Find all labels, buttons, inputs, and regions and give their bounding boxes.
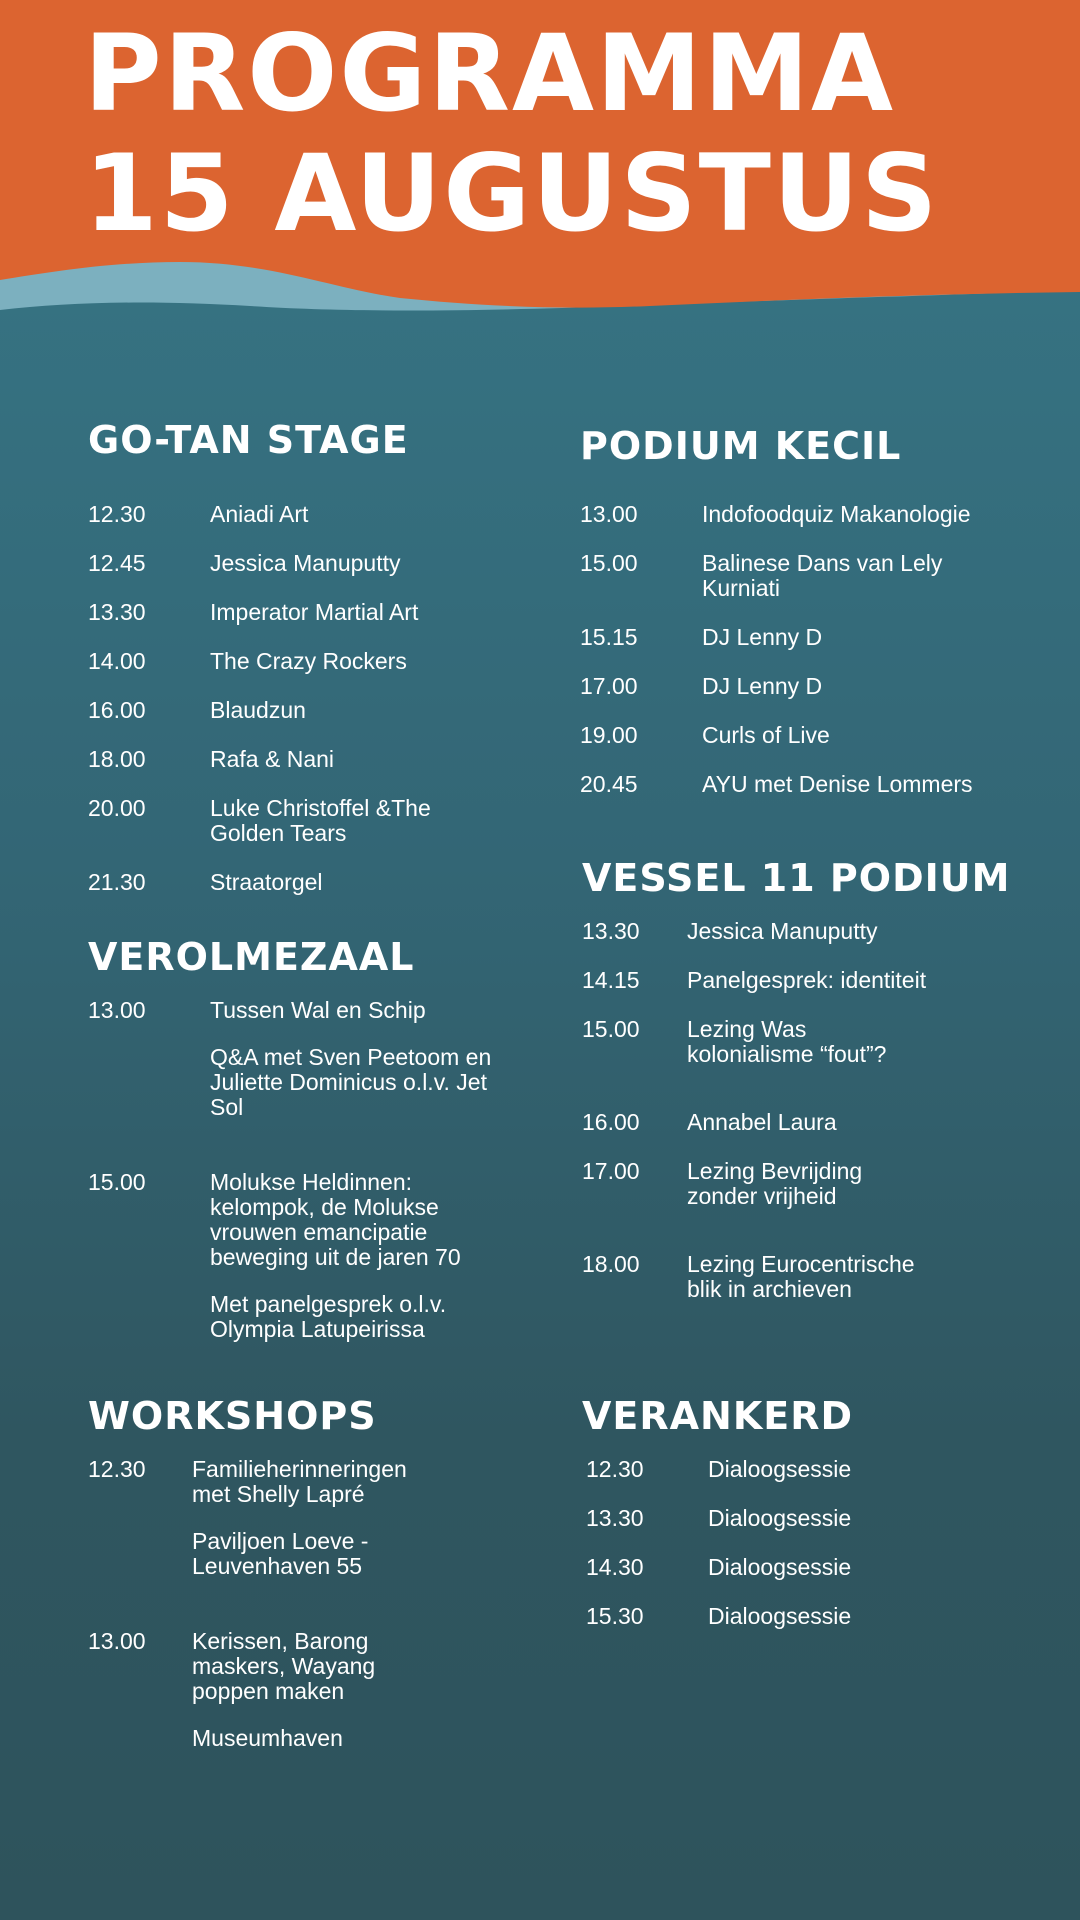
- act: [192, 1629, 412, 1751]
- act-location: Museumhaven: [192, 1725, 343, 1751]
- act-text: Lezing Eurocentrische blik in archieven: [687, 1251, 915, 1302]
- time: 13.00: [88, 997, 146, 1023]
- act-text: Straatorgel: [210, 869, 323, 895]
- act-text: Familieherinneringen met Shelly Lapré: [192, 1456, 407, 1507]
- schedule-row: [580, 772, 1040, 797]
- act-text: AYU met Denise Lommers: [702, 771, 973, 797]
- act-text: Dialoogsessie: [708, 1603, 852, 1629]
- section-title: VERANKERD: [582, 1394, 854, 1438]
- act: [210, 870, 470, 895]
- time: 12.45: [88, 550, 146, 576]
- act-text: Kerissen, Barong maskers, Wayang poppen maken: [192, 1628, 376, 1704]
- time: 13.30: [586, 1505, 644, 1531]
- act: [687, 1110, 967, 1135]
- act: [210, 998, 515, 1120]
- time: 17.00: [580, 673, 638, 699]
- schedule-row: [88, 698, 528, 723]
- act-text: Imperator Martial Art: [210, 599, 419, 625]
- act: [708, 1555, 958, 1580]
- schedule-row: [582, 1110, 1042, 1135]
- time: 13.30: [582, 918, 640, 944]
- schedule-row: [88, 1629, 528, 1751]
- time: 13.00: [88, 1628, 146, 1654]
- act-text: Curls of Live: [702, 722, 830, 748]
- time: 12.30: [88, 1456, 146, 1482]
- time: 12.30: [586, 1456, 644, 1482]
- section-podium-kecil: [580, 424, 1040, 797]
- time: 13.30: [88, 599, 146, 625]
- act: [687, 1252, 937, 1302]
- schedule-row: [88, 649, 528, 674]
- section-title: VEROLMEZAAL: [88, 935, 415, 979]
- time: 21.30: [88, 869, 146, 895]
- act-text: Indofoodquiz Makanologie: [702, 501, 971, 527]
- schedule-row: [582, 1159, 1042, 1209]
- act-text: The Crazy Rockers: [210, 648, 407, 674]
- act-text: Rafa & Nani: [210, 746, 335, 772]
- schedule-row: [582, 1555, 1042, 1580]
- time: 15.00: [582, 1016, 640, 1042]
- act-text: Jessica Manuputty: [210, 550, 401, 576]
- act-text: Dialoogsessie: [708, 1456, 852, 1482]
- act-text: Annabel Laura: [687, 1109, 837, 1135]
- schedule-row: [88, 796, 528, 846]
- act-text: Molukse Heldinnen: kelompok, de Molukse vrouwen emancipatie beweging uit de jaren 70: [210, 1169, 461, 1270]
- act: [708, 1604, 958, 1629]
- schedule-row: [582, 1506, 1042, 1531]
- act: [687, 968, 967, 993]
- act: [687, 1159, 887, 1209]
- time: 18.00: [582, 1251, 640, 1277]
- schedule-row: [88, 502, 528, 527]
- act: [210, 1170, 485, 1342]
- act-location: Paviljoen Loeve - Leuvenhaven 55: [192, 1528, 369, 1579]
- time: 19.00: [580, 722, 638, 748]
- schedule-row: [88, 600, 528, 625]
- act: [210, 502, 470, 527]
- act-text: Lezing Bevrijding zonder vrijheid: [687, 1158, 863, 1209]
- act: [210, 698, 470, 723]
- act-text: Lezing Was kolonialisme “fout”?: [687, 1016, 887, 1067]
- time: 20.45: [580, 771, 638, 797]
- header-banner: [0, 0, 1080, 400]
- act: [192, 1457, 442, 1579]
- act: [702, 625, 1002, 650]
- section-workshops: [88, 1394, 528, 1751]
- act: [702, 502, 1002, 527]
- act-text: Aniadi Art: [210, 501, 309, 527]
- act: [702, 772, 1022, 797]
- act: [210, 747, 470, 772]
- schedule-row: [582, 919, 1042, 944]
- act-note: Met panelgesprek o.l.v. Olympia Latupeirissa: [210, 1291, 447, 1342]
- title-line-1: PROGRAMMA: [84, 12, 896, 135]
- section-title: VESSEL 11 PODIUM: [582, 856, 1011, 900]
- time: 13.00: [580, 501, 638, 527]
- act-text: Jessica Manuputty: [687, 918, 878, 944]
- section-title: WORKSHOPS: [88, 1394, 377, 1438]
- act: [210, 796, 470, 846]
- schedule-row: [582, 1457, 1042, 1482]
- act-text: Tussen Wal en Schip: [210, 997, 426, 1023]
- time: 16.00: [88, 697, 146, 723]
- act-text: DJ Lenny D: [702, 624, 823, 650]
- time: 20.00: [88, 795, 146, 821]
- time: 14.00: [88, 648, 146, 674]
- act: [702, 723, 1002, 748]
- schedule-row: [88, 551, 528, 576]
- act-text: DJ Lenny D: [702, 673, 823, 699]
- page-title: [84, 14, 939, 254]
- section-vessel-11-podium: [582, 856, 1042, 1302]
- schedule-row: [580, 625, 1040, 650]
- schedule-row: [88, 747, 528, 772]
- schedule-row: [88, 1170, 528, 1342]
- act: [708, 1457, 958, 1482]
- schedule-row: [582, 1604, 1042, 1629]
- act: [708, 1506, 958, 1531]
- act-text: Balinese Dans van Lely Kurniati: [702, 550, 943, 601]
- act-text: Luke Christoffel &The Golden Tears: [210, 795, 431, 846]
- act: [210, 649, 470, 674]
- schedule-row: [580, 551, 1040, 601]
- act-text: Dialoogsessie: [708, 1505, 852, 1531]
- time: 14.30: [586, 1554, 644, 1580]
- act: [702, 674, 1002, 699]
- act-note: Q&A met Sven Peetoom en Juliette Dominicus o.l.v. Jet Sol: [210, 1044, 492, 1120]
- section-title: PODIUM KECIL: [580, 424, 902, 468]
- schedule-row: [88, 998, 528, 1120]
- time: 14.15: [582, 967, 640, 993]
- time: 15.15: [580, 624, 638, 650]
- act-text: Blaudzun: [210, 697, 306, 723]
- act-text: Dialoogsessie: [708, 1554, 852, 1580]
- section-verankerd: [582, 1394, 1042, 1629]
- section-title: GO-TAN STAGE: [88, 418, 409, 462]
- schedule-row: [582, 1252, 1042, 1302]
- section-verolmezaal: [88, 935, 528, 1342]
- schedule-row: [88, 870, 528, 895]
- act-text: Panelgesprek: identiteit: [687, 967, 927, 993]
- schedule-row: [580, 723, 1040, 748]
- time: 15.30: [586, 1603, 644, 1629]
- schedule-row: [580, 502, 1040, 527]
- act: [210, 551, 470, 576]
- time: 15.00: [88, 1169, 146, 1195]
- section-go-tan-stage: [88, 418, 528, 895]
- schedule-row: [582, 1017, 1042, 1067]
- time: 15.00: [580, 550, 638, 576]
- schedule-row: [580, 674, 1040, 699]
- act: [687, 1017, 919, 1067]
- act: [687, 919, 967, 944]
- act: [210, 600, 470, 625]
- schedule-row: [88, 1457, 528, 1579]
- act: [702, 551, 992, 601]
- time: 17.00: [582, 1158, 640, 1184]
- time: 16.00: [582, 1109, 640, 1135]
- schedule-row: [582, 968, 1042, 993]
- title-line-2: 15 AUGUSTUS: [84, 132, 940, 255]
- time: 12.30: [88, 501, 146, 527]
- time: 18.00: [88, 746, 146, 772]
